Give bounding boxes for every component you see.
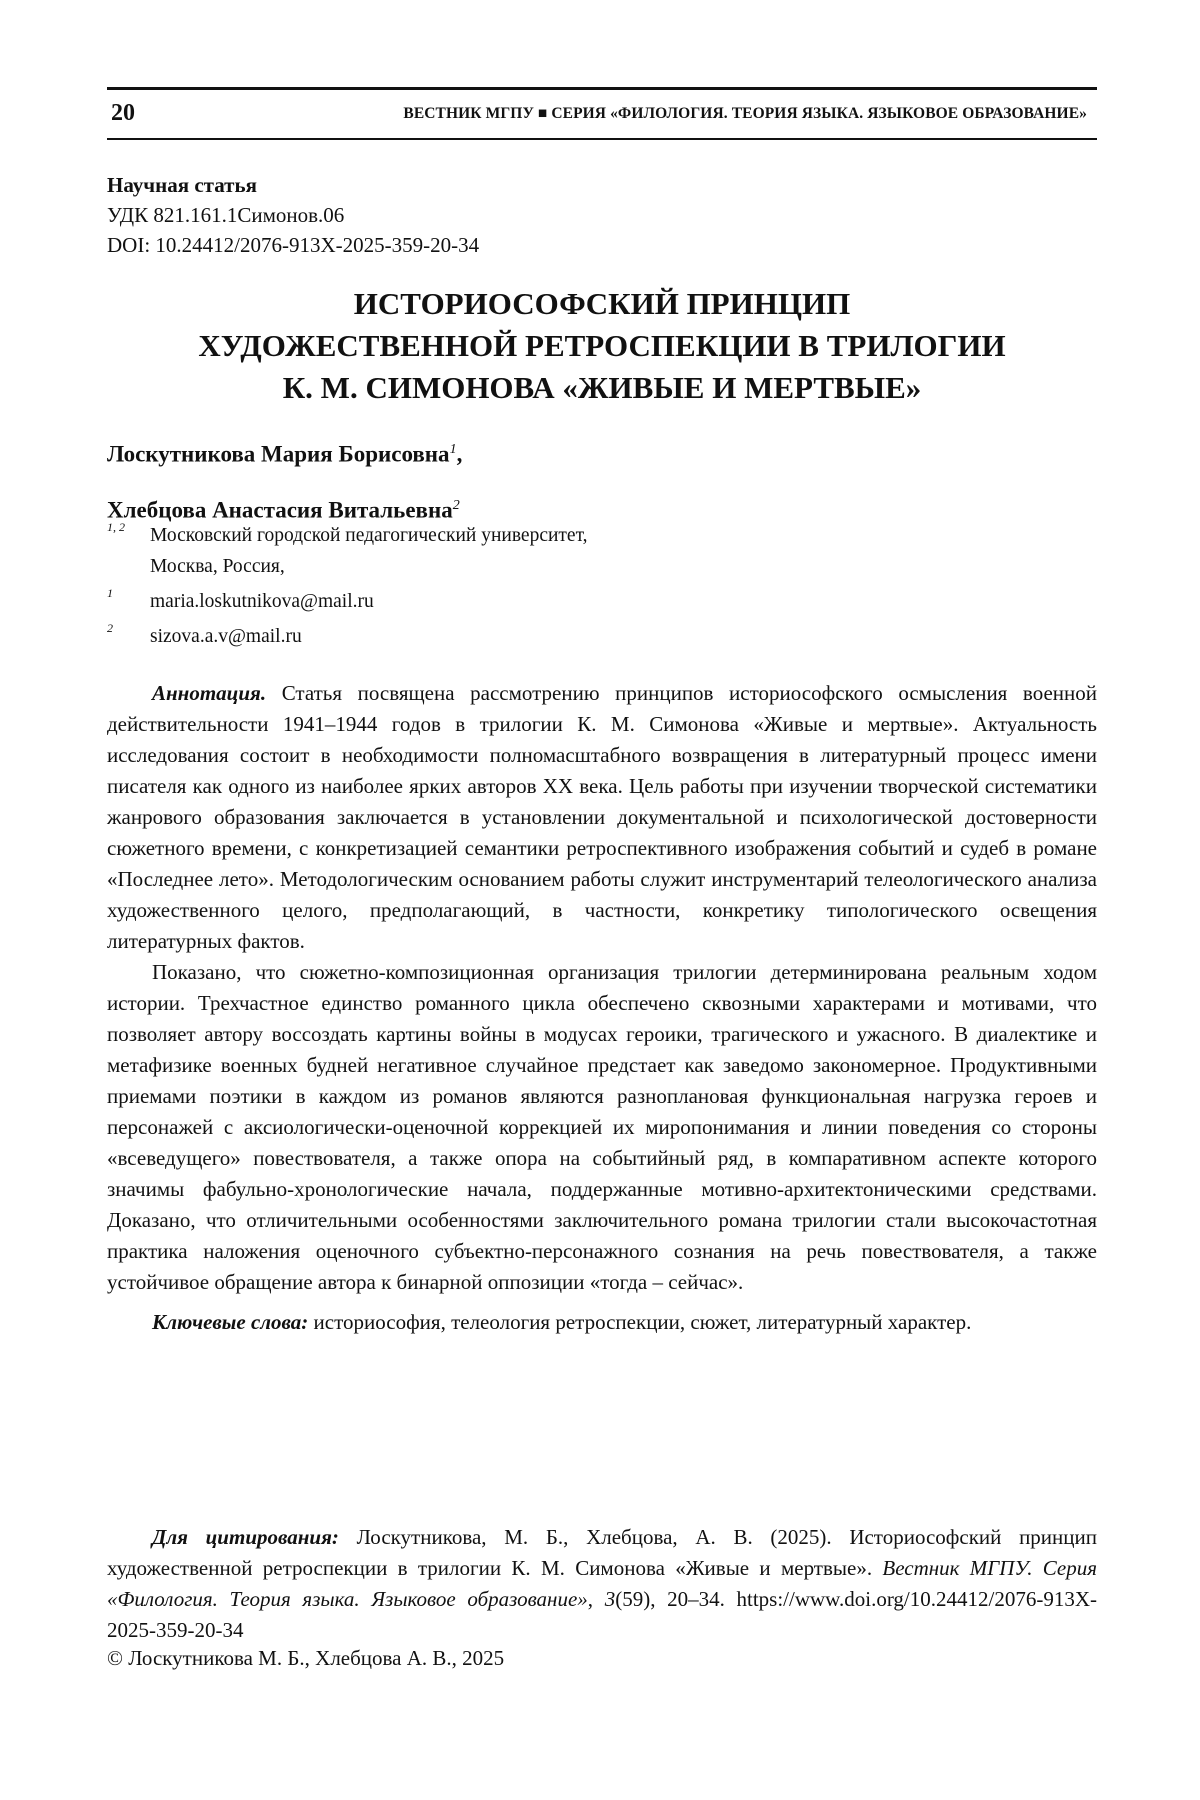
citation-volume: 3 [605,1587,616,1611]
copyright: © Лоскутникова М. Б., Хлебцова А. В., 2025 [107,1646,504,1671]
author-name: Хлебцова Анастасия Витальевна [107,497,453,522]
author-affil-mark: 2 [453,498,460,513]
article-title [107,283,1097,409]
abstract-text-1: Статья посвящена рассмотрению принципов историософского осмысления военной действительности 1941–1944 годов в трилогии К. М. Симонова «Живые и мертвые». Актуальность исследования состоит в необходимости полномасштабного возвращения в литературный процесс имени писателя как одного из наиболее ярких авторов XX века. Цель работы при изучении творческой систематики жанрового образования заключается в установлении документальной и психологической достоверности сюжетного времени, с конкретизацией семантики ретроспективного изображения событий и судеб в романе «Последнее лето». Методологическим основанием работы служит инструментарий телеологического анализа художественного целого, предполагающий, в частности, конкретику типологического освещения литературных фактов. [107,681,1097,953]
affiliation-row [107,520,1097,582]
article-meta [107,170,479,260]
header-rule-bottom [107,138,1097,140]
email-row [107,586,1097,617]
email-mark: 1 [107,586,113,601]
page [0,0,1200,1800]
abstract-label: Аннотация. [152,681,266,705]
email-row [107,621,1097,652]
author-separator: , [457,442,463,467]
abstract-paragraph-2: Показано, что сюжетно-композиционная организация трилогии детерминирована реальным ходом истории. Трехчастное единство романного цикла обеспечено сквозными характерами и мотивами, что позволяет автору воссоздать картины войны в модусах героики, трагического и ужасного. В диалектике и метафизике военных будней негативное случайное предстает как заведомо закономерное. Продуктивными приемами поэтики в каждом из романов являются разноплановая функциональная нагрузка героев и персонажей с аксиологически-оценочной коррекцией их миропонимания и линии поведения со стороны «всеведущего» повествователя, а также опора на событийный ряд, в компаративном аспекте которого значимы фабульно-хронологические начала, поддержанные мотивно-архитектоническими средствами. Доказано, что отличительными особенностями заключительного романа трилогии стали высокочастотная практика наложения оценочного субъектно-персонажного сознания на речь повествователя, а также устойчивое обращение автора к бинарной оппозиции «тогда – сейчас». [107,957,1097,1298]
citation: Для цитирования: Лоскутникова, М. Б., Хлебцова, А. В. (2025). Историософский принцип художественной ретроспекции в трилогии К. М. Симонова «Живые и мертвые». Вестник МГПУ. Серия «Филология. Теория языка. Языковое образование», 3(59), 20–34. https://www.doi.org/10.24412/2076-913X-2025-359-20-34 [107,1522,1097,1646]
abstract-paragraph-1 [107,678,1097,957]
email-mark: 2 [107,621,113,636]
affiliations [107,520,1097,656]
email-link-1[interactable]: maria.loskutnikova@mail.ru [150,586,1097,617]
keywords-text: историософия, телеология ретроспекции, сюжет, литературный характер. [314,1310,972,1334]
udk-code: УДК 821.161.1Симонов.06 [107,200,479,230]
abstract [107,678,1097,1338]
citation-journal: Вестник МГПУ. Серия «Филология. Теория языка. Языковое образование» [107,1556,1097,1611]
authors [107,424,462,535]
article-type: Научная статья [107,170,479,200]
journal-running-title: ВЕСТНИК МГПУ ■ СЕРИЯ «ФИЛОЛОГИЯ. ТЕОРИЯ ЯЗЫКА. ЯЗЫКОВОЕ ОБРАЗОВАНИЕ» [403,105,1087,123]
affiliation-institution: Московский городской педагогический университет, [150,520,1097,551]
author-name: Лоскутникова Мария Борисовна [107,442,450,467]
doi: DOI: 10.24412/2076-913X-2025-359-20-34 [107,230,479,260]
title-line: К. М. СИМОНОВА «ЖИВЫЕ И МЕРТВЫЕ» [107,367,1097,409]
page-number: 20 [111,100,135,127]
header-rule-top [107,87,1097,90]
email-link-2[interactable]: sizova.a.v@mail.ru [150,621,1097,652]
title-line: ИСТОРИОСОФСКИЙ ПРИНЦИП [107,283,1097,325]
keywords [107,1307,1097,1338]
citation-rest: (59), 20–34. https://www.doi.org/10.24412/2076-913X-2025-359-20-34 [107,1587,1097,1642]
author-1 [107,424,462,480]
author-affil-mark: 1 [450,442,457,457]
citation-label: Для цитирования: [152,1525,339,1549]
running-head [107,100,1097,132]
citation-text: Лоскутникова, М. Б., Хлебцова, А. В. (2025). Историософский принцип художественной ретроспекции в трилогии К. М. Симонова «Живые и мертвые». [107,1525,1097,1580]
title-line: ХУДОЖЕСТВЕННОЙ РЕТРОСПЕКЦИИ В ТРИЛОГИИ [107,325,1097,367]
keywords-label: Ключевые слова: [152,1310,308,1334]
affiliation-city: Москва, Россия, [150,551,1097,582]
affiliation-mark: 1, 2 [107,520,125,535]
